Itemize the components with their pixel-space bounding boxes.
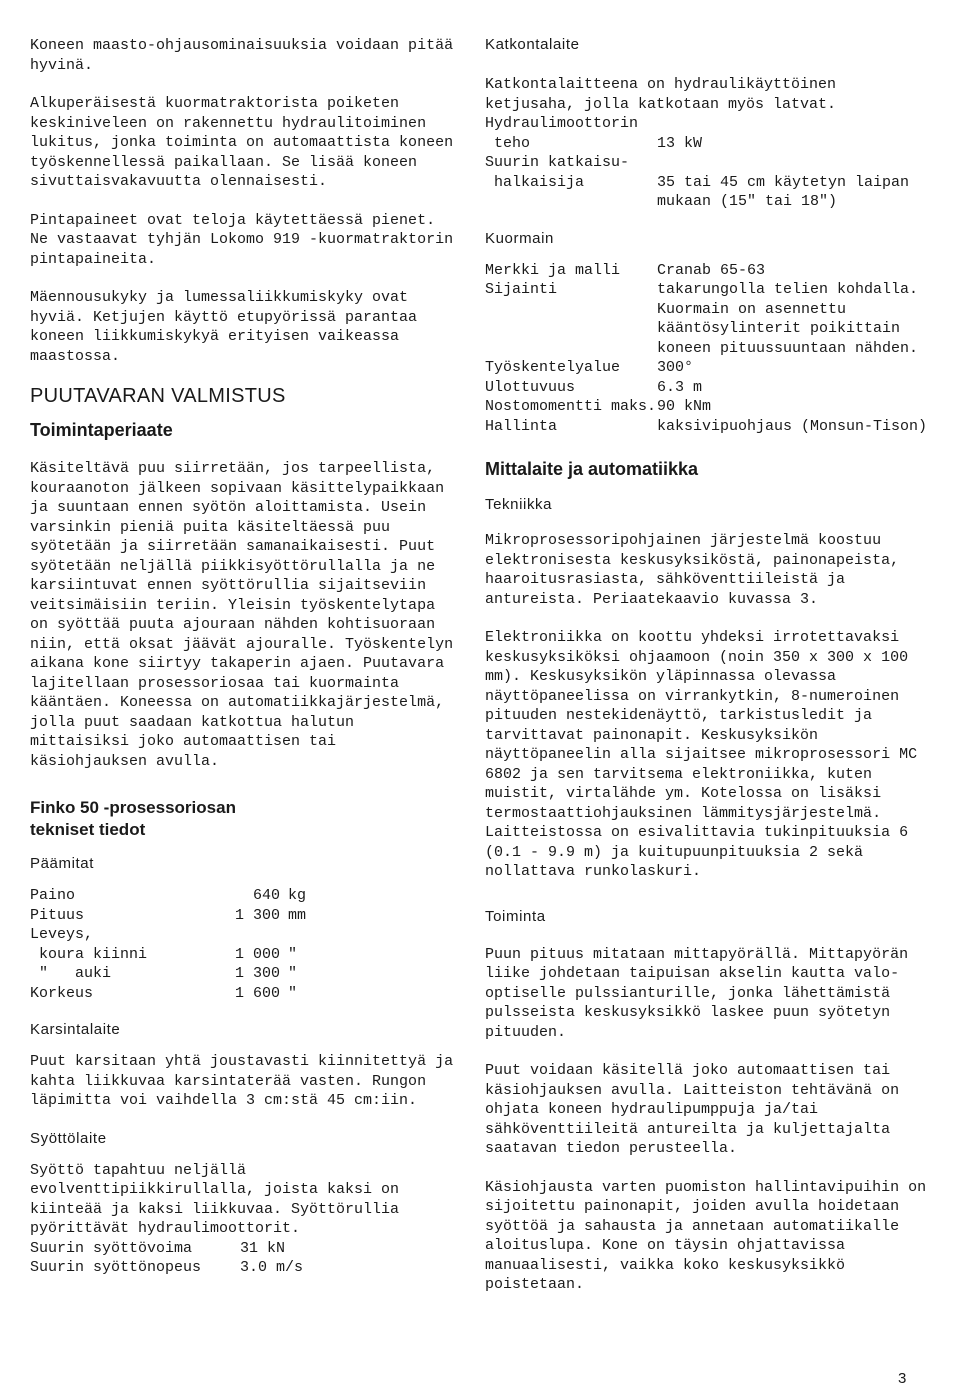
spec-label: Hydraulimoottorin bbox=[485, 115, 639, 132]
spec-unit: " bbox=[288, 965, 298, 982]
spec-row bbox=[30, 964, 460, 984]
spec-value: 300° bbox=[657, 359, 694, 376]
paragraph: Pintapaineet ovat teloja käytettäessä pienet. Ne vastaavat tyhjän Lokomo 919 -kuormatraktorin pintapaineita. bbox=[30, 211, 454, 268]
spec-value: takarungolla telien kohdalla. Kuormain on asennettu kääntösylinterit poikittain koneen pituussuuntaan nähden. bbox=[657, 281, 919, 357]
spec-row bbox=[30, 906, 460, 926]
spec-label: " auki bbox=[30, 965, 112, 982]
heading-line: tekniset tiedot bbox=[30, 820, 146, 839]
spec-value: Cranab 65-63 bbox=[657, 261, 766, 279]
paragraph: Elektroniikka on koottu yhdeksi irrotettavaksi keskusyksiköksi ohjaamoon (noin 350 x 300 x 100 mm). Keskusyksikön yläpinnassa olevassa näyttöpaneelissa on virrankytkin, 8-numeroinen pituuden nestekidenäyttö, tarkistusledit ja tarvittavat painonapit. Keskusyksikön näyttöpaneelin alla sijaitsee mikroprosessori MC 6802 ja sen tarvitsema elektroniikka, kuten muistit, virtalähde ym. Kotelossa on lisäksi termostaattiohjauksinen lämmitysjärjestelmä. Laitteistossa on esivalittavia tukinpituuksia 6 (0.1 - 9.9 m) ja kuitupuunpituuksia 2 sekä nollattava runkolaskuri. bbox=[485, 629, 918, 880]
spec-value: 13 kW bbox=[657, 134, 703, 152]
spec-value bbox=[657, 114, 930, 134]
spec-unit: " bbox=[288, 984, 298, 1002]
spec-label: Suurin syöttönopeus bbox=[30, 1259, 202, 1276]
paragraph: Mäennousukyky ja lumessaliikkumiskyky ovat hyviä. Ketjujen käyttö etupyörissä parantaa koneen liikkumiskykyä erityisen vaikeassa maastossa. bbox=[30, 289, 418, 365]
spec-value: 1 300 bbox=[234, 965, 280, 982]
subsection-heading: Toimintaperiaate bbox=[30, 420, 173, 440]
left-column bbox=[30, 36, 460, 1278]
spec-row bbox=[30, 1258, 460, 1278]
spec-row bbox=[485, 417, 930, 437]
spec-unit: kg bbox=[288, 887, 307, 904]
subsection-heading bbox=[30, 797, 460, 841]
spec-value: 640 bbox=[252, 887, 280, 904]
spec-label: Sijainti bbox=[485, 281, 558, 298]
minor-heading: Katkontalaite bbox=[485, 36, 580, 53]
spec-label: koura kiinni bbox=[30, 945, 148, 963]
loader-specs bbox=[485, 261, 930, 437]
spec-label: halkaisija bbox=[485, 173, 585, 191]
spec-row bbox=[485, 153, 930, 173]
spec-label: teho bbox=[485, 134, 531, 152]
paragraph: Käsiohjausta varten puomiston hallintavipuihin on sijoitettu painonapit, joiden avulla hoidetaan syöttöä ja sahausta ja annetaan automatiikalle aloituslupa. Kone on täysin ohjattavissa manuaalisesti, vaikka koko keskusyksikkö poistetaan. bbox=[485, 1178, 927, 1293]
minor-heading: Tekniikka bbox=[485, 496, 553, 513]
page-number: 3 bbox=[898, 1370, 907, 1387]
spec-label: Nostomomentti maks. bbox=[485, 398, 657, 415]
spec-row bbox=[485, 173, 930, 212]
spec-unit: mm bbox=[288, 906, 307, 924]
paragraph: Katkontalaitteena on hydraulikäyttöinen ketjusaha, jolla katkotaan myös latvat. bbox=[485, 76, 837, 113]
paragraph: Puut karsitaan yhtä joustavasti kiinnitettyä ja kahta liikkuvaa karsintaterää vasten. Rungon läpimitta voi vaihdella 3 cm:stä 45 cm:iin. bbox=[30, 1053, 454, 1109]
spec-unit: " bbox=[288, 945, 298, 963]
paragraph: Puut voidaan käsitellä joko automaattisen tai käsiohjauksen avulla. Laitteiston tehtävänä on ohjata koneen hydraulipumppuja ja/tai sähköventtiileitä antureilta ja kuljettajalta saatavan tiedon perusteella. bbox=[485, 1062, 900, 1157]
spec-label: Suurin syöttövoima bbox=[30, 1239, 193, 1257]
spec-value: kaksivipuohjaus (Monsun-Tison) bbox=[657, 417, 928, 435]
spec-value bbox=[230, 925, 280, 945]
right-column bbox=[485, 36, 930, 1295]
spec-row bbox=[30, 886, 460, 906]
spec-label: Työskentelyalue bbox=[485, 359, 621, 376]
spec-row bbox=[485, 114, 930, 134]
spec-label: Suurin katkaisu- bbox=[485, 154, 630, 171]
spec-label: Ulottuvuus bbox=[485, 378, 576, 396]
spec-label: Leveys, bbox=[30, 926, 94, 943]
spec-label: Pituus bbox=[30, 906, 85, 924]
paragraph: Koneen maasto-ohjausominaisuuksia voidaan pitää hyvinä. bbox=[30, 37, 454, 74]
spec-row bbox=[485, 134, 930, 154]
spec-row bbox=[485, 358, 930, 378]
spec-row bbox=[30, 1239, 460, 1259]
spec-value: 1 300 bbox=[234, 906, 280, 924]
paragraph: Puun pituus mitataan mittapyörällä. Mittapyörän liike johdetaan taipuisan akselin kautta valo-optiselle pulssianturille, jonka lähettämistä pulsseista keskusyksikkö laskee puun syötetyn pituuden. bbox=[485, 945, 909, 1041]
spec-label: Hallinta bbox=[485, 417, 558, 435]
paragraph: Mikroprosessoripohjainen järjestelmä koostuu elektronisesta keskusyksiköstä, painonapeista, haaroitusrasiasta, sähköventtiileistä ja antureista. Periaatekaavio kuvassa 3. bbox=[485, 532, 900, 608]
saw-specs bbox=[485, 114, 930, 212]
spec-row bbox=[485, 397, 930, 417]
spec-value bbox=[657, 153, 930, 173]
spec-value: 3.0 m/s bbox=[240, 1259, 304, 1276]
spec-value: 6.3 m bbox=[657, 378, 703, 396]
spec-label: Merkki ja malli bbox=[485, 261, 621, 279]
spec-row bbox=[30, 984, 460, 1004]
spec-row bbox=[30, 925, 460, 945]
section-heading: PUUTAVARAN VALMISTUS bbox=[30, 385, 286, 407]
spec-label: Paino bbox=[30, 887, 76, 904]
spec-value: 35 tai 45 cm käytetyn laipan mukaan (15" tai 18") bbox=[657, 173, 910, 210]
heading-line: Finko 50 -prosessoriosan bbox=[30, 798, 236, 817]
spec-row bbox=[30, 945, 460, 965]
spec-value: 1 600 bbox=[234, 984, 280, 1002]
minor-heading: Syöttölaite bbox=[30, 1129, 107, 1147]
dimensions-table bbox=[30, 886, 460, 1003]
minor-heading: Karsintalaite bbox=[30, 1021, 121, 1038]
spec-row bbox=[485, 378, 930, 398]
spec-value: 1 000 bbox=[234, 945, 280, 963]
spec-value: 31 kN bbox=[240, 1239, 286, 1257]
spec-row bbox=[485, 261, 930, 281]
spec-row bbox=[485, 280, 930, 358]
spec-unit bbox=[280, 925, 288, 945]
paragraph: Käsiteltävä puu siirretään, jos tarpeellista, kouraanoton jälkeen sopivaan käsittelypaikkaan ja suuntaan ennen syötön aloittamista. Usein varsinkin pieniä puita käsiteltäessä puu syötetään ja siirretään samanaikaisesti. Puut syötetään neljällä piikkisyöttörullalla ja ne karsiintuvat ennen syöttörullia sijaitseviin veitsimäisiin teriin. Yleisin työskentelytapa on syöttää puuta ajouraan nähden kohtisuoraan niin, että oksat jäävät ajouralle. Työskentelyn aikana kone siirtyy takaperin ajaen. Puutavara lajitellaan prosessoriosaa tai kuormainta kääntäen. Koneessa on automatiikkajärjestelmä, jolla puut saadaan katkottua halutun mittaisiksi joko automaattisen tai käsiohjauksen avulla. bbox=[30, 460, 454, 770]
minor-heading: Kuormain bbox=[485, 229, 554, 247]
spec-label: Korkeus bbox=[30, 984, 94, 1002]
section-heading: Mittalaite ja automatiikka bbox=[485, 459, 699, 479]
spec-value: 90 kNm bbox=[657, 398, 712, 415]
paragraph: Alkuperäisestä kuormatraktorista poiketen keskiniveleen on rakennettu hydraulitoiminen lukitus, jonka toiminta on automaattista koneen työskennellessä paikallaan. Se lisää koneen sivuttaisvakavuutta olennaisesti. bbox=[30, 95, 454, 190]
minor-heading: Päämitat bbox=[30, 855, 94, 872]
paragraph: Syöttö tapahtuu neljällä evolventtipiikkirullalla, joista kaksi on kiinteää ja kaksi liikkuvaa. Syöttörullia pyörittävät hydraulimoottorit. bbox=[30, 1161, 400, 1237]
minor-heading: Toiminta bbox=[485, 907, 546, 925]
